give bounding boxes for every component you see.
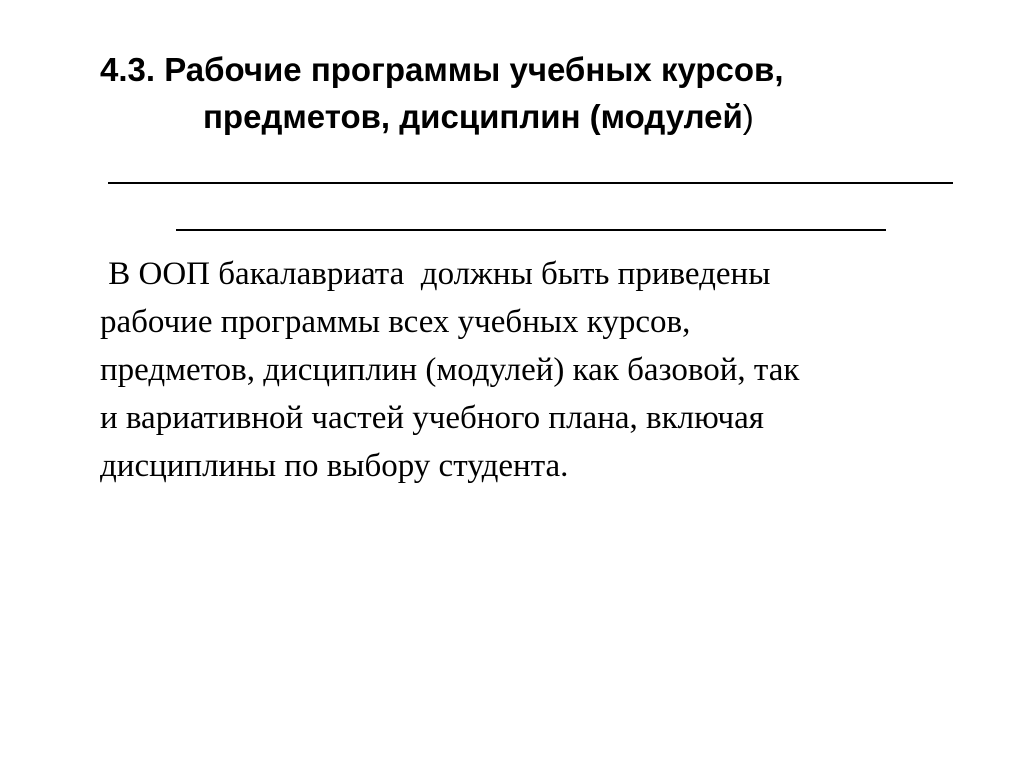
body-line-5: дисциплины по выбору студента. [100,448,569,484]
body-line-3: предметов, дисциплин (модулей) как базовой, так [100,352,800,388]
title-closing-paren: ) [742,98,754,135]
slide-title [100,46,980,140]
title-line-1: 4.3. Рабочие программы учебных курсов, [100,51,784,88]
body-line-2: рабочие программы всех учебных курсов, [100,304,691,340]
underline-rule-1 [108,182,953,184]
title-line-2 [100,93,980,140]
title-line-2-text: предметов, дисциплин (модулей [203,98,743,135]
underline-rule-2 [176,229,886,231]
body-line-4: и вариативной частей учебного плана, включая [100,400,764,436]
body-paragraph [100,250,980,490]
body-line-1: В ООП бакалавриата должны быть приведены [100,256,771,292]
